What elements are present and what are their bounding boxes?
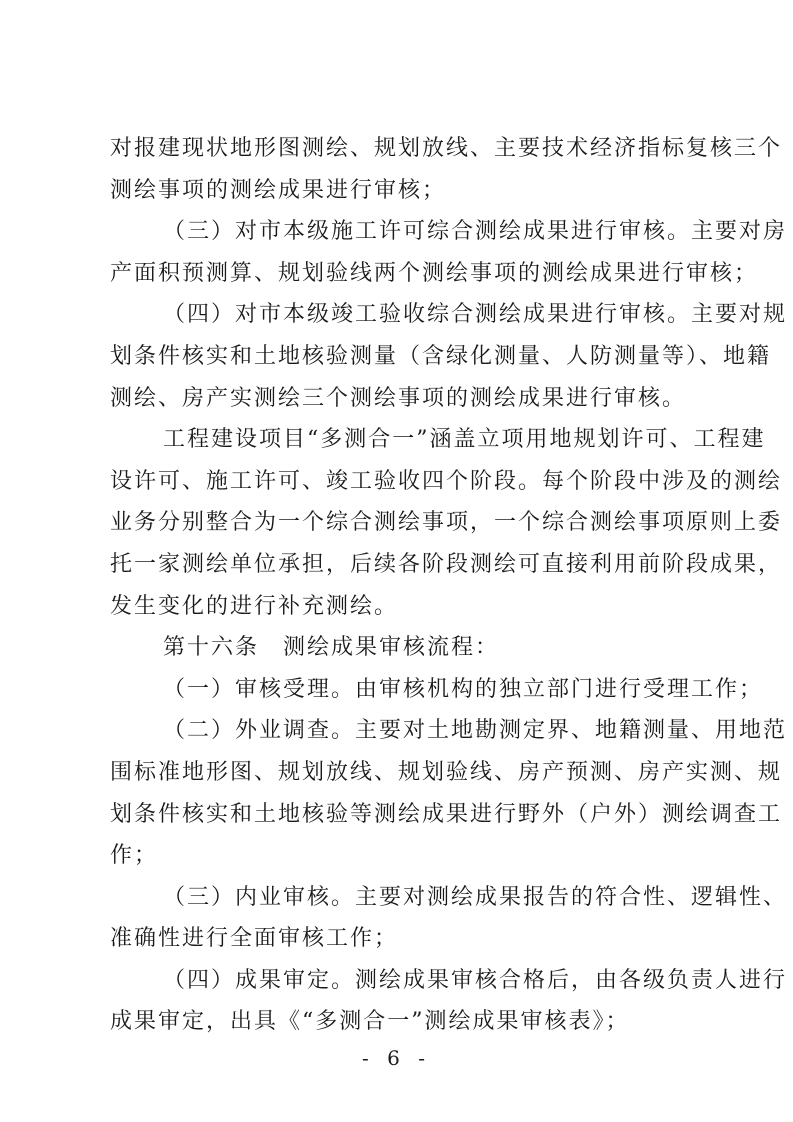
paragraph [110,419,783,627]
text-line: 设许可、施工许可、竣工验收四个阶段。每个阶段中涉及的测绘 [110,468,783,494]
document-body [110,128,788,1043]
text-line: 围标准地形图、规划放线、规划验线、房产预测、房产实测、规 [110,759,783,785]
text-line: 发生变化的进行补充测绘。 [110,593,399,619]
text-line: 测绘事项的测绘成果进行审核； [110,177,447,203]
text-line: 划条件核实和土地核验等测绘成果进行野外（户外）测绘调查工 [110,801,783,827]
paragraph [110,877,788,960]
text-line: 托一家测绘单位承担，后续各阶段测绘可直接利用前阶段成果， [110,551,783,577]
paragraph [110,710,788,876]
paragraph [110,960,788,1043]
text-line: 第十六条 测绘成果审核流程： [163,635,500,661]
paragraph [110,294,788,419]
paragraph [110,128,783,211]
text-line: （四）对市本级竣工验收综合测绘成果进行审核。主要对规 [163,302,788,328]
text-line: （二）外业调查。主要对土地勘测定界、地籍测量、用地范 [163,718,788,744]
paragraph [110,669,764,711]
text-line: 业务分别整合为一个综合测绘事项，一个综合测绘事项原则上委 [110,510,783,536]
text-line: 准确性进行全面审核工作； [110,926,399,952]
text-line: 划条件核实和土地核验测量（含绿化测量、人防测量等）、地籍 [110,343,772,369]
paragraph [110,627,692,669]
page-number: - 6 - [362,1046,431,1070]
text-line: 测绘、房产实测绘三个测绘事项的测绘成果进行审核。 [110,385,687,411]
paragraph [110,211,788,294]
text-line: （一）审核受理。由审核机构的独立部门进行受理工作； [163,676,764,702]
text-line: 成果审定，出具《“多测合一”测绘成果审核表》； [110,1009,630,1035]
text-line: （四）成果审定。测绘成果审核合格后，由各级负责人进行 [163,967,788,993]
text-line: （三）对市本级施工许可综合测绘成果进行审核。主要对房 [163,219,788,245]
text-line: （三）内业审核。主要对测绘成果报告的符合性、逻辑性、 [163,884,788,910]
text-line: 对报建现状地形图测绘、规划放线、主要技术经济指标复核三个 [110,136,783,161]
text-line: 工程建设项目“多测合一”涵盖立项用地规划许可、工程建 [163,427,766,453]
text-line: 产面积预测算、规划验线两个测绘事项的测绘成果进行审核； [110,260,759,286]
text-line: 作； [110,843,159,869]
